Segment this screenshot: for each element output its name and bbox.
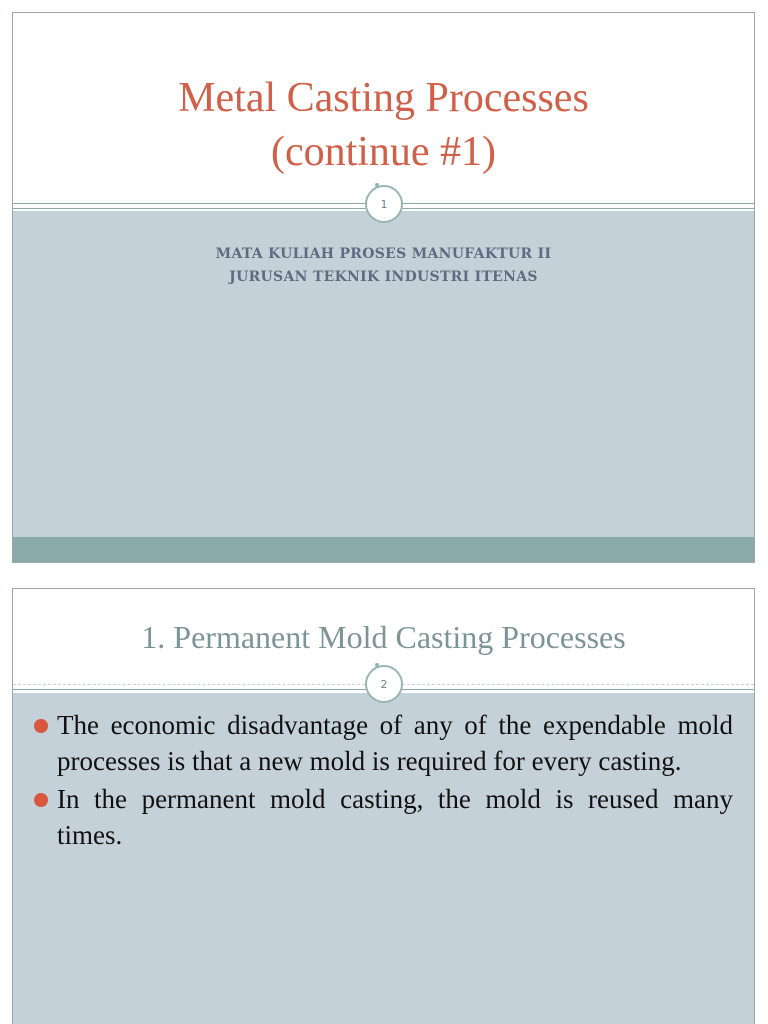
slide-2: [12, 588, 755, 1024]
bullet-text: In the permanent mold casting, the mold is reused many times.: [57, 784, 733, 850]
slide-1-footer-band: [13, 537, 754, 563]
slide-2-page-number: 2: [380, 677, 388, 691]
filled-circle-bullet-icon: [34, 719, 48, 733]
slide-1-title-line-2: (continue #1): [270, 129, 497, 175]
slide-1-title: [13, 71, 754, 179]
list-item: [33, 781, 733, 853]
bullet-text: The economic disadvantage of any of the expendable mold processes is that a new mold is required for every casting.: [57, 710, 733, 776]
filled-circle-bullet-icon: [34, 793, 48, 807]
slide-1-subtitle: [13, 243, 754, 289]
slide-2-bullet-list: [33, 707, 733, 855]
badge-dot-icon: [375, 663, 379, 667]
badge-dot-icon: [375, 183, 379, 187]
slide-1: [12, 12, 755, 563]
slide-1-subtitle-line-1: MATA KULIAH PROSES MANUFAKTUR II: [215, 246, 552, 262]
list-item: [33, 707, 733, 779]
slide-1-title-line-1: Metal Casting Processes: [178, 75, 589, 121]
circle-page-badge-icon: [365, 665, 403, 703]
slide-2-title: 1. Permanent Mold Casting Processes: [141, 619, 626, 655]
slide-1-page-number: 1: [380, 197, 388, 211]
slide-1-subtitle-line-2: JURUSAN TEKNIK INDUSTRI ITENAS: [229, 269, 538, 285]
circle-page-badge-icon: [365, 185, 403, 223]
